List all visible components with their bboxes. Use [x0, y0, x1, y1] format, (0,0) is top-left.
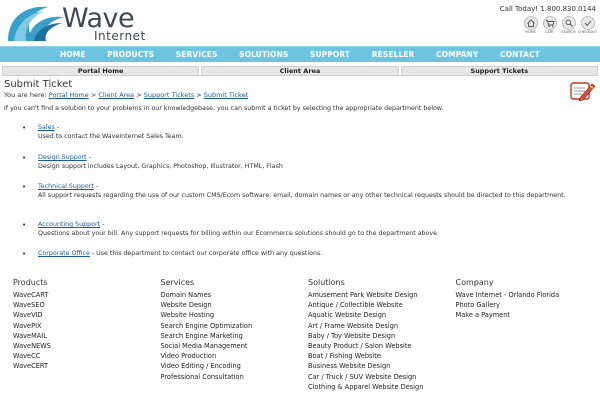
department-item: • Technical Support - All support requests regarding the use of our custom CMS/Ecom software, email, domain names or any other technical requests should be directed to this department.	[22, 183, 582, 221]
department-desc: Design support includes Layout, Graphics, Photoshop, Illustrator, HTML, Flash	[38, 162, 283, 170]
footer-link[interactable]: Business Website Design	[308, 362, 391, 371]
footer-link[interactable]: Baby / Toy Website Design	[308, 331, 396, 340]
footer-column-services	[161, 278, 309, 392]
header-tools	[522, 16, 596, 35]
site-footer	[13, 278, 600, 392]
nav-products[interactable]: PRODUCTS	[107, 50, 155, 59]
logo-subtext: Internet	[94, 29, 146, 43]
department-desc: All support requests regarding the use of our custom CMS/Ecom software, email, domain names or any other technical requests should be directed to this department.	[38, 191, 566, 199]
footer-link[interactable]: Aquatic Website Design	[308, 311, 387, 320]
footer-link[interactable]: Website Hosting	[160, 311, 215, 320]
department-desc: Questions about your bill. Any support requests for billing within our Ecommerce solutions should go to the department above.	[38, 229, 440, 237]
footer-column-products	[13, 278, 161, 392]
portal-subnav	[2, 66, 598, 76]
footer-link[interactable]: Boat / Fishing Website	[308, 352, 381, 361]
breadcrumb-client-area[interactable]: Client Area	[98, 91, 135, 99]
nav-services[interactable]: SERVICES	[175, 50, 218, 59]
cart-tool[interactable]: CART	[541, 16, 558, 35]
footer-link[interactable]: WaveSEO	[13, 301, 45, 310]
department-desc: Used to contact the WaveInternet Sales Team.	[38, 132, 184, 140]
footer-link[interactable]: Amusement Park Website Design	[308, 291, 418, 299]
department-desc: Use this department to contact our corporate office with any questions.	[96, 250, 323, 257]
nav-support[interactable]: SUPPORT	[309, 50, 351, 59]
page-title: Submit Ticket	[4, 79, 73, 90]
nav-company[interactable]: COMPANY	[436, 50, 479, 59]
footer-column-solutions	[308, 278, 456, 392]
department-link-accounting-support[interactable]: Accounting Support	[38, 221, 101, 228]
nav-solutions[interactable]: SOLUTIONS	[239, 50, 289, 59]
nav-contact[interactable]: CONTACT	[500, 50, 540, 59]
breadcrumb-submit-ticket[interactable]: Submit Ticket	[203, 91, 249, 99]
footer-link[interactable]: Professional Consultation	[160, 372, 244, 381]
footer-link[interactable]: WavePIX	[13, 321, 42, 330]
ticket-edit-icon	[568, 80, 596, 102]
nav-home[interactable]: HOME	[60, 50, 86, 59]
site-header	[0, 0, 600, 46]
department-link-corporate-office[interactable]: Corporate Office	[38, 250, 90, 257]
site-logo[interactable]	[4, 3, 164, 45]
footer-heading: Products	[13, 278, 48, 287]
footer-heading: Company	[455, 278, 494, 287]
breadcrumb-portal-home[interactable]: Portal Home	[48, 91, 89, 99]
main-nav	[0, 46, 600, 62]
department-list	[22, 124, 582, 262]
footer-link[interactable]: Search Engine Marketing	[160, 331, 243, 340]
footer-link[interactable]: Website Design	[160, 301, 212, 310]
checkout-tool[interactable]: CHECKOUT	[579, 16, 596, 35]
footer-link[interactable]: Search Engine Optimization	[160, 321, 253, 330]
footer-link[interactable]: WaveMAIL	[13, 331, 47, 340]
department-item: • Accounting Support - Questions about your bill. Any support requests for billing within our Ecommerce solutions should go to the department above.	[22, 221, 582, 250]
search-icon	[562, 16, 576, 30]
department-item: • Sales - Used to contact the WaveInternet Sales Team.	[22, 124, 582, 154]
breadcrumb: You are here: Portal Home > Client Area > Support Tickets > Submit Ticket	[4, 91, 249, 99]
logo-text: Wave	[62, 3, 135, 34]
footer-heading: Solutions	[308, 278, 345, 287]
footer-link[interactable]: Make a Payment	[455, 311, 510, 320]
footer-link[interactable]: Social Media Management	[160, 342, 248, 351]
department-link-design-support[interactable]: Design Support	[38, 154, 87, 161]
nav-reseller[interactable]: RESELLER	[371, 50, 415, 59]
home-tool[interactable]: HOME	[522, 16, 539, 35]
footer-link[interactable]: WaveCERT	[13, 362, 48, 371]
footer-link[interactable]: WaveNEWS	[13, 342, 51, 351]
home-icon	[524, 16, 538, 30]
footer-link[interactable]: Clothing & Apparel Website Design	[308, 382, 424, 391]
footer-heading: Services	[160, 278, 195, 287]
footer-link[interactable]: WaveCART	[13, 291, 49, 299]
footer-link[interactable]: Video Editing / Encoding	[160, 362, 241, 371]
footer-link[interactable]: Beauty Product / Salon Website	[308, 342, 412, 351]
department-item: • Design Support - Design support includes Layout, Graphics, Photoshop, Illustrator, HTML, Flash	[22, 154, 582, 183]
footer-link[interactable]: WaveCC	[13, 352, 41, 361]
checkout-icon	[581, 16, 595, 30]
department-link-technical-support[interactable]: Technical Support	[38, 183, 94, 190]
subnav-support-tickets[interactable]: Support Tickets	[401, 66, 598, 76]
footer-link[interactable]: Domain Names	[160, 291, 212, 299]
footer-link[interactable]: Car / Truck / SUV Website Design	[308, 372, 417, 381]
call-today-text: Call Today! 1.800.830.0144	[499, 5, 596, 13]
footer-link[interactable]: Art / Frame Website Design	[308, 321, 399, 330]
department-item: • Corporate Office - Use this department to contact our corporate office with any questions.	[22, 250, 582, 262]
footer-link[interactable]: Wave Internet - Orlando Florida	[455, 291, 560, 299]
cart-icon	[543, 16, 557, 30]
subnav-client-area[interactable]: Client Area	[201, 66, 398, 76]
subnav-portal-home[interactable]: Portal Home	[2, 66, 199, 76]
breadcrumb-support-tickets[interactable]: Support Tickets	[143, 91, 195, 99]
search-tool[interactable]: SEARCH	[560, 16, 577, 35]
footer-link[interactable]: Video Production	[160, 352, 217, 361]
intro-text: If you can't find a solution to your problems in our knowledgebase, you can submit a ticket by selecting the appropriate department below.	[4, 105, 444, 112]
department-link-sales[interactable]: Sales	[38, 124, 55, 131]
footer-column-company	[456, 278, 600, 392]
footer-link[interactable]: Antique / Collectible Website	[308, 301, 403, 310]
footer-link[interactable]: WaveVID	[13, 311, 43, 320]
footer-link[interactable]: Photo Gallery	[455, 301, 500, 310]
